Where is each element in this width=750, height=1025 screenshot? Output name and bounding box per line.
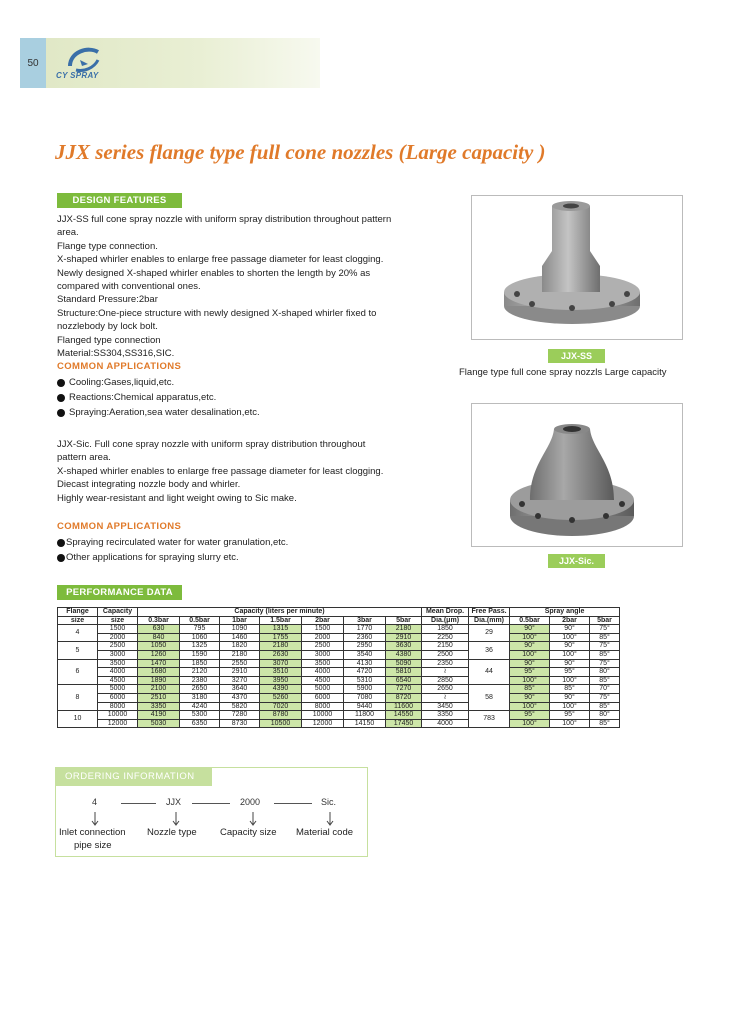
cell-spray-angle: 70° [590, 685, 620, 694]
cell-capacity-size: 10000 [98, 711, 138, 720]
cell-capacity: 4130 [344, 659, 386, 668]
cell-capacity: 6540 [386, 676, 422, 685]
cell-mean-drop: 2650 [422, 685, 469, 694]
cell-mean-drop: 3350 [422, 711, 469, 720]
cell-capacity: 1260 [138, 650, 180, 659]
jjx-sic-tag: JJX-Sic. [548, 554, 605, 568]
cell-capacity-size: 1500 [98, 625, 138, 634]
cell-capacity: 14150 [344, 719, 386, 728]
common-applications-list-2 [57, 535, 288, 565]
cell-capacity: 6000 [302, 693, 344, 702]
cell-spray-angle: 100° [510, 633, 550, 642]
cell-capacity: 8730 [220, 719, 260, 728]
ordering-info-label: ORDERING INFORMATION [56, 768, 212, 786]
cell-spray-angle: 90° [550, 642, 590, 651]
th-flange: Flange [58, 608, 98, 617]
cell-capacity-size: 4500 [98, 676, 138, 685]
order-desc-nozzle-type: Nozzle type [147, 827, 197, 838]
cell-capacity: 5260 [260, 693, 302, 702]
cell-spray-angle: 100° [510, 676, 550, 685]
order-separator [274, 803, 312, 804]
table-row [58, 719, 620, 728]
cell-flange-size: 8 [58, 685, 98, 711]
cell-capacity: 2100 [138, 685, 180, 694]
cell-flange-size: 5 [58, 642, 98, 659]
cell-capacity: 1050 [138, 642, 180, 651]
cell-capacity: 3350 [138, 702, 180, 711]
cell-capacity: 3000 [302, 650, 344, 659]
table-row [58, 711, 620, 720]
cell-spray-angle: 95° [510, 711, 550, 720]
cell-capacity: 10000 [302, 711, 344, 720]
th-capacity-group: Capacity (liters per minute) [138, 608, 422, 617]
common-applications-heading-2: COMMON APPLICATIONS [57, 521, 182, 532]
cell-spray-angle: 75° [590, 693, 620, 702]
design-line: X-shaped whirler enables to enlarge free passage diameter for least clogging. [57, 254, 384, 266]
cell-capacity: 1850 [180, 659, 220, 668]
jjx-ss-tag: JJX-SS [548, 349, 605, 363]
cell-capacity: 1755 [260, 633, 302, 642]
cell-capacity: 7270 [386, 685, 422, 694]
cell-capacity: 3070 [260, 659, 302, 668]
list-item: Cooling:Gases,liquid,etc. [57, 375, 260, 390]
design-line: Newly designed X-shaped whirler enables to shorten the length by 20% as [57, 267, 371, 279]
th-free-pass: Free Pass. [469, 608, 510, 617]
cell-capacity: 4390 [260, 685, 302, 694]
table-row [58, 693, 620, 702]
th-angle-pressure: 2bar [550, 616, 590, 625]
table-row [58, 685, 620, 694]
cell-capacity: 2910 [220, 668, 260, 677]
sic-line: Diecast integrating nozzle body and whirler. [57, 479, 241, 491]
cell-spray-angle: 100° [550, 702, 590, 711]
cell-spray-angle: 90° [550, 659, 590, 668]
common-applications-heading: COMMON APPLICATIONS [57, 361, 182, 372]
cell-capacity: 2360 [344, 633, 386, 642]
cell-capacity: 8720 [386, 693, 422, 702]
cell-spray-angle: 90° [510, 642, 550, 651]
cell-capacity: 5310 [344, 676, 386, 685]
list-item: Spraying:Aeration,sea water desalination,etc. [57, 405, 260, 420]
cell-capacity: 2180 [386, 625, 422, 634]
cell-capacity: 2910 [386, 633, 422, 642]
cell-free-pass: 36 [469, 642, 510, 659]
cell-spray-angle: 95° [550, 668, 590, 677]
cell-spray-angle: 75° [590, 625, 620, 634]
design-line: nozzlebody by lock bolt. [57, 321, 158, 333]
cell-capacity: 2000 [302, 633, 344, 642]
page-number-text: 50 [27, 57, 39, 69]
cell-mean-drop: 2250 [422, 633, 469, 642]
order-separator [192, 803, 230, 804]
cell-spray-angle: 100° [550, 633, 590, 642]
cell-capacity-size: 3500 [98, 659, 138, 668]
cell-capacity: 3540 [344, 650, 386, 659]
cell-capacity: 5810 [386, 668, 422, 677]
order-code-capacity: 2000 [240, 797, 261, 807]
cell-capacity-size: 3000 [98, 650, 138, 659]
cell-capacity: 840 [138, 633, 180, 642]
cell-capacity: 3270 [220, 676, 260, 685]
cell-spray-angle: 75° [590, 659, 620, 668]
cell-flange-size: 10 [58, 711, 98, 728]
cell-spray-angle: 90° [510, 625, 550, 634]
cell-mean-drop: 2350 [422, 659, 469, 668]
th-flange-size: size [58, 616, 98, 625]
table-row [58, 659, 620, 668]
design-line: Standard Pressure:2bar [57, 294, 158, 306]
cell-mean-drop: 1850 [422, 625, 469, 634]
down-arrow-icon [172, 812, 180, 826]
cell-capacity: 2180 [220, 650, 260, 659]
cell-capacity: 2950 [344, 642, 386, 651]
cell-capacity: 8780 [260, 711, 302, 720]
sic-line: X-shaped whirler enables to enlarge free passage diameter for least clogging. [57, 465, 384, 477]
cell-capacity: 2380 [180, 676, 220, 685]
cell-spray-angle: 85° [590, 650, 620, 659]
cell-capacity: 795 [180, 625, 220, 634]
cell-spray-angle: 100° [510, 719, 550, 728]
cell-free-pass: 58 [469, 685, 510, 711]
cell-capacity: 11600 [386, 702, 422, 711]
cell-capacity: 2510 [138, 693, 180, 702]
design-line: Flanged type connection [57, 334, 161, 346]
design-line: JJX-SS full cone spray nozzle with uniform spray distribution throughout pattern [57, 214, 392, 225]
cell-flange-size: 4 [58, 625, 98, 642]
nozzle-ss-image [472, 196, 682, 339]
cell-capacity: 2630 [260, 650, 302, 659]
cell-spray-angle: 100° [510, 702, 550, 711]
cell-spray-angle: 80° [590, 668, 620, 677]
cell-capacity: 3500 [302, 659, 344, 668]
cell-capacity: 3180 [180, 693, 220, 702]
cell-capacity: 17450 [386, 719, 422, 728]
cell-spray-angle: 100° [550, 719, 590, 728]
th-pressure: 0.3bar [138, 616, 180, 625]
cell-capacity: 5820 [220, 702, 260, 711]
cell-capacity: 1890 [138, 676, 180, 685]
th-angle-pressure: 5bar [590, 616, 620, 625]
th-pressure: 1.5bar [260, 616, 302, 625]
cell-capacity: 8000 [302, 702, 344, 711]
cell-capacity: 3630 [386, 642, 422, 651]
cell-capacity: 5300 [180, 711, 220, 720]
cell-spray-angle: 85° [590, 633, 620, 642]
cell-mean-drop: ≀ [422, 668, 469, 677]
order-code-inlet: 4 [92, 797, 98, 807]
cell-capacity: 6350 [180, 719, 220, 728]
list-item: Other applications for spraying slurry etc. [57, 550, 288, 565]
cell-spray-angle: 95° [510, 668, 550, 677]
table-row [58, 676, 620, 685]
cell-mean-drop: 2850 [422, 676, 469, 685]
cell-capacity: 1470 [138, 659, 180, 668]
cell-capacity: 3640 [220, 685, 260, 694]
table-row [58, 668, 620, 677]
down-arrow-icon [326, 812, 334, 826]
cell-spray-angle: 75° [590, 642, 620, 651]
cell-capacity: 4380 [386, 650, 422, 659]
cell-spray-angle: 85° [510, 685, 550, 694]
cell-capacity: 11800 [344, 711, 386, 720]
cell-spray-angle: 90° [550, 693, 590, 702]
cell-capacity: 1325 [180, 642, 220, 651]
th-mean-drop: Mean Drop. [422, 608, 469, 617]
cell-capacity: 5090 [386, 659, 422, 668]
cell-capacity: 5030 [138, 719, 180, 728]
jjx-ss-caption: Flange type full cone spray nozzls Large capacity [459, 367, 667, 378]
cell-capacity: 1090 [220, 625, 260, 634]
cell-spray-angle: 80° [590, 711, 620, 720]
table-row [58, 642, 620, 651]
table-row [58, 625, 620, 634]
cell-capacity: 1590 [180, 650, 220, 659]
cell-spray-angle: 100° [510, 650, 550, 659]
down-arrow-icon [91, 812, 99, 826]
cell-capacity: 14550 [386, 711, 422, 720]
bullet-icon [57, 539, 65, 547]
bullet-icon [57, 379, 65, 387]
cell-capacity: 9440 [344, 702, 386, 711]
th-mean-drop-unit: Dia.(μm) [422, 616, 469, 625]
th-pressure: 3bar [344, 616, 386, 625]
cell-capacity: 2550 [220, 659, 260, 668]
cell-spray-angle: 100° [550, 650, 590, 659]
th-pressure: 5bar [386, 616, 422, 625]
design-line: Flange type connection. [57, 240, 158, 252]
page-number [20, 38, 46, 88]
design-line: Material:SS304,SS316,SIC. [57, 348, 175, 360]
cell-spray-angle: 90° [550, 625, 590, 634]
cell-capacity-size: 5000 [98, 685, 138, 694]
design-features-text [57, 213, 457, 360]
cell-capacity: 2500 [302, 642, 344, 651]
cell-capacity: 1770 [344, 625, 386, 634]
th-spray-angle: Spray angle [510, 608, 620, 617]
cell-mean-drop: 3450 [422, 702, 469, 711]
sic-line: pattern area. [57, 452, 111, 464]
cell-capacity-size: 8000 [98, 702, 138, 711]
table-row [58, 702, 620, 711]
performance-data-label: PERFORMANCE DATA [57, 585, 182, 600]
table-row [58, 633, 620, 642]
cell-spray-angle: 100° [550, 676, 590, 685]
cell-capacity: 4370 [220, 693, 260, 702]
cell-capacity: 10500 [260, 719, 302, 728]
cell-capacity-size: 2500 [98, 642, 138, 651]
jjx-sic-photo [471, 403, 683, 547]
th-capacity-size: size [98, 616, 138, 625]
cell-capacity: 3950 [260, 676, 302, 685]
cell-free-pass: 783 [469, 711, 510, 728]
order-desc-material: Material code [296, 827, 354, 838]
cell-capacity: 1500 [302, 625, 344, 634]
cell-flange-size: 6 [58, 659, 98, 685]
nozzle-sic-image [472, 404, 682, 546]
sic-line: JJX-Sic. Full cone spray nozzle with uniform spray distribution throughout [57, 439, 366, 450]
cell-capacity: 5000 [302, 685, 344, 694]
table-row [58, 650, 620, 659]
cell-spray-angle: 85° [590, 702, 620, 711]
performance-table-body [58, 625, 620, 728]
cell-capacity: 4720 [344, 668, 386, 677]
cell-capacity: 1680 [138, 668, 180, 677]
sic-line: Highly wear-resistant and light weight owing to Sic make. [57, 492, 297, 504]
cell-capacity-size: 12000 [98, 719, 138, 728]
cell-capacity: 1460 [220, 633, 260, 642]
order-separator [121, 803, 156, 804]
cell-capacity: 2650 [180, 685, 220, 694]
cell-mean-drop: ≀ [422, 693, 469, 702]
cell-free-pass: 29 [469, 625, 510, 642]
cell-spray-angle: 95° [550, 711, 590, 720]
cell-capacity: 7280 [220, 711, 260, 720]
cell-spray-angle: 85° [590, 676, 620, 685]
cell-capacity: 7080 [344, 693, 386, 702]
cell-capacity: 2180 [260, 642, 302, 651]
cell-capacity-size: 4000 [98, 668, 138, 677]
cell-capacity-size: 6000 [98, 693, 138, 702]
order-code-material: Sic. [321, 797, 337, 807]
bullet-icon [57, 554, 65, 562]
cell-capacity: 12000 [302, 719, 344, 728]
cell-mean-drop: 2150 [422, 642, 469, 651]
cell-capacity: 1060 [180, 633, 220, 642]
th-pressure: 0.5bar [180, 616, 220, 625]
list-item: Reactions:Chemical apparatus,etc. [57, 390, 260, 405]
design-line: compared with conventional ones. [57, 281, 201, 293]
cell-spray-angle: 85° [590, 719, 620, 728]
design-line: Structure:One-piece structure with newly designed X-shaped whirler fixed to [57, 307, 377, 319]
cell-mean-drop: 4000 [422, 719, 469, 728]
design-line: area. [57, 227, 79, 239]
cell-capacity: 7020 [260, 702, 302, 711]
cell-capacity-size: 2000 [98, 633, 138, 642]
cell-capacity: 3510 [260, 668, 302, 677]
th-capacity: Capacity [98, 608, 138, 617]
performance-table [57, 607, 620, 728]
cell-capacity: 4000 [302, 668, 344, 677]
cell-capacity: 4240 [180, 702, 220, 711]
cell-capacity: 2120 [180, 668, 220, 677]
page-title: JJX series flange type full cone nozzles (Large capacity ) [55, 140, 546, 164]
sic-description [57, 438, 457, 505]
cell-free-pass: 44 [469, 659, 510, 685]
cell-capacity: 4190 [138, 711, 180, 720]
order-desc-inlet-2: pipe size [74, 840, 112, 851]
cell-spray-angle: 85° [550, 685, 590, 694]
th-pressure: 2bar [302, 616, 344, 625]
cell-capacity: 630 [138, 625, 180, 634]
down-arrow-icon [249, 812, 257, 826]
th-angle-pressure: 0.5bar [510, 616, 550, 625]
common-applications-list [57, 375, 260, 420]
th-pressure: 1bar [220, 616, 260, 625]
th-free-pass-unit: Dia.(mm) [469, 616, 510, 625]
cell-capacity: 5900 [344, 685, 386, 694]
order-code-nozzle-type: JJX [166, 797, 182, 807]
brand-name: CY SPRAY [56, 71, 99, 80]
cell-capacity: 4500 [302, 676, 344, 685]
cell-capacity: 1315 [260, 625, 302, 634]
cell-mean-drop: 2500 [422, 650, 469, 659]
jjx-ss-photo [471, 195, 683, 340]
cell-capacity: 1820 [220, 642, 260, 651]
design-features-label: DESIGN FEATURES [57, 193, 182, 208]
list-item: Spraying recirculated water for water granulation,etc. [57, 535, 288, 550]
bullet-icon [57, 409, 65, 417]
cell-spray-angle: 90° [510, 659, 550, 668]
order-desc-inlet: Inlet connection [59, 827, 126, 838]
order-desc-capacity: Capacity size [220, 827, 277, 838]
bullet-icon [57, 394, 65, 402]
cell-spray-angle: 90° [510, 693, 550, 702]
